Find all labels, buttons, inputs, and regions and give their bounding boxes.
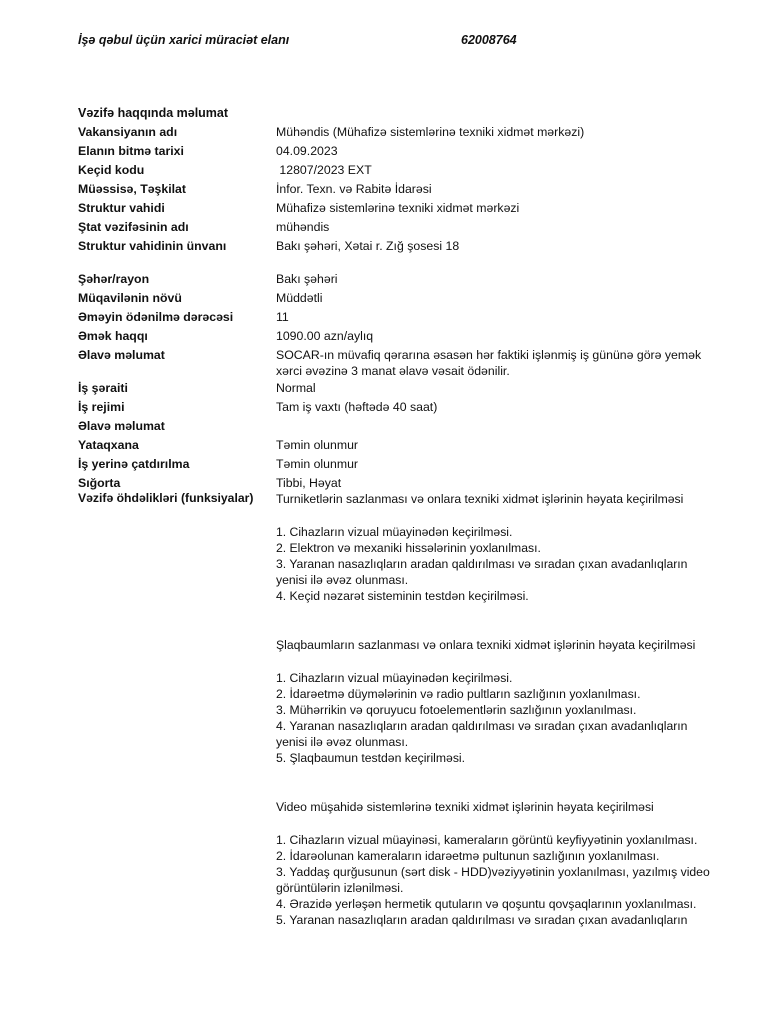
row-pass-code (78, 161, 718, 180)
row-label: Əmək haqqı (78, 329, 148, 343)
row-label: Yataqxana (78, 438, 139, 452)
list-item: 4. Ərazidə yerləşən hermetik qutuların və qoşuntu qovşaqlarının yoxlanılması. (276, 897, 697, 911)
duty-list (276, 670, 716, 766)
list-item: 5. Yaranan nasazlıqların aradan qaldırılması və sıradan çıxan avadanlıqların (276, 913, 688, 927)
duty-heading: Şlaqbaumların sazlanması və onlara texniki xidmət işlərinin həyata keçirilməsi (276, 638, 696, 652)
row-structural-unit (78, 199, 718, 218)
list-item: 3. Mühərrikin və qoruyucu fotoelementlərin sazlığının yoxlanılması. (276, 703, 637, 717)
row-value: Mühəndis (Mühafizə sistemlərinə texniki xidmət mərkəzi) (276, 125, 585, 139)
list-item: 3. Yaddaş qurğusunun (sərt disk - HDD)vəziyyətinin yoxlanılması, yazılmış video görüntülərin izlənilməsi. (276, 865, 710, 895)
list-item: 4. Yaranan nasazlıqların aradan qaldırılması və sıradan çıxan avadanlıqların yenisi ilə əvəz olunması. (276, 719, 688, 749)
duty-block-video (276, 799, 716, 928)
row-pay-grade (78, 308, 718, 327)
row-staff-position (78, 218, 718, 237)
row-additional-info-2 (78, 417, 718, 436)
row-additional-info (78, 346, 718, 379)
row-work-mode (78, 398, 718, 417)
row-label: Əlavə məlumat (78, 419, 165, 433)
row-label: Elanın bitmə tarixi (78, 144, 184, 158)
row-value: 04.09.2023 (276, 144, 338, 158)
row-value: 12807/2023 EXT (276, 163, 372, 177)
document-header (78, 33, 698, 51)
duty-heading: Turniketlərin sazlanması və onlara texniki xidmət işlərinin həyata keçirilməsi (276, 492, 684, 506)
row-label: Struktur vahidi (78, 201, 165, 215)
row-label: Ştat vəzifəsinin adı (78, 220, 189, 234)
duty-block-turnstiles (276, 491, 716, 604)
row-work-conditions (78, 379, 718, 398)
list-item: 1. Cihazların vizual müayinəsi, kameraların görüntü keyfiyyətinin yoxlanılması. (276, 833, 698, 847)
duties-body (276, 491, 716, 928)
list-item: 1. Cihazların vizual müayinədən keçirilməsi. (276, 525, 513, 539)
row-value: 11 (276, 310, 289, 324)
row-label: Şəhər/rayon (78, 272, 150, 286)
list-item: 1. Cihazların vizual müayinədən keçirilməsi. (276, 671, 513, 685)
row-label: Struktur vahidinin ünvanı (78, 239, 227, 253)
document-code: 62008764 (461, 33, 517, 47)
list-item: 3. Yaranan nasazlıqların aradan qaldırılması və sıradan çıxan avadanlıqların yenisi ilə əvəz olunması. (276, 557, 688, 587)
row-label: İş yerinə çatdırılma (78, 457, 190, 471)
vacancy-info (78, 104, 718, 493)
list-item: 2. İdarəolunan kameraların idarəetmə pultunun sazlığının yoxlanılması. (276, 849, 660, 863)
row-value (276, 417, 718, 436)
row-transport (78, 455, 718, 474)
list-item: 4. Keçid nəzarət sisteminin testdən keçirilməsi. (276, 589, 529, 603)
row-value: Müddətli (276, 291, 323, 305)
duty-list (276, 832, 716, 928)
duty-list (276, 524, 716, 604)
row-unit-address (78, 237, 718, 256)
row-label: İş şəraiti (78, 381, 128, 395)
duties-label: Vəzifə öhdəlikləri (funksiyalar) (78, 491, 254, 505)
row-value: mühəndis (276, 220, 330, 234)
row-value: SOCAR-ın müvafiq qərarına əsasən hər faktiki işlənmiş iş gününə görə yemək xərci əvəzinə 3 manat əlavə vəsait ödənilir. (276, 348, 702, 378)
row-label: Vakansiyanın adı (78, 125, 178, 139)
row-value: Təmin olunmur (276, 438, 359, 452)
list-item: 5. Şlaqbaumun testdən keçirilməsi. (276, 751, 466, 765)
list-item: 2. Elektron və mexaniki hissələrinin yoxlanılması. (276, 541, 541, 555)
row-city (78, 270, 718, 289)
row-organization (78, 180, 718, 199)
duty-heading: Video müşahidə sistemlərinə texniki xidmət işlərinin həyata keçirilməsi (276, 800, 654, 814)
row-label: Əlavə məlumat (78, 348, 165, 362)
row-label: Əməyin ödənilmə dərəcəsi (78, 310, 234, 324)
row-value: Təmin olunmur (276, 457, 359, 471)
row-vacancy-name (78, 123, 718, 142)
row-salary (78, 327, 718, 346)
row-label: Keçid kodu (78, 163, 145, 177)
row-label: Sığorta (78, 476, 121, 490)
row-value: Bakı şəhəri, Xətai r. Zığ şosesi 18 (276, 239, 460, 253)
row-value: Bakı şəhəri (276, 272, 338, 286)
row-label: Müəssisə, Təşkilat (78, 182, 186, 196)
row-label: Müqavilənin növü (78, 291, 182, 305)
duty-block-barriers (276, 637, 716, 766)
list-item: 2. İdarəetmə düymələrinin və radio pultların sazlığının yoxlanılması. (276, 687, 641, 701)
row-dormitory (78, 436, 718, 455)
row-contract-type (78, 289, 718, 308)
row-value: Normal (276, 381, 316, 395)
row-value: Tibbi, Həyat (276, 476, 342, 490)
row-value: Tam iş vaxtı (həftədə 40 saat) (276, 400, 438, 414)
row-deadline (78, 142, 718, 161)
document-title: İşə qəbul üçün xarici müraciət elanı (78, 33, 290, 47)
row-value: 1090.00 azn/aylıq (276, 329, 374, 343)
row-value: İnfor. Texn. və Rabitə İdarəsi (276, 182, 432, 196)
row-value: Mühafizə sistemlərinə texniki xidmət mərkəzi (276, 201, 520, 215)
row-label: İş rejimi (78, 400, 125, 414)
section-title: Vəzifə haqqında məlumat (78, 106, 229, 120)
